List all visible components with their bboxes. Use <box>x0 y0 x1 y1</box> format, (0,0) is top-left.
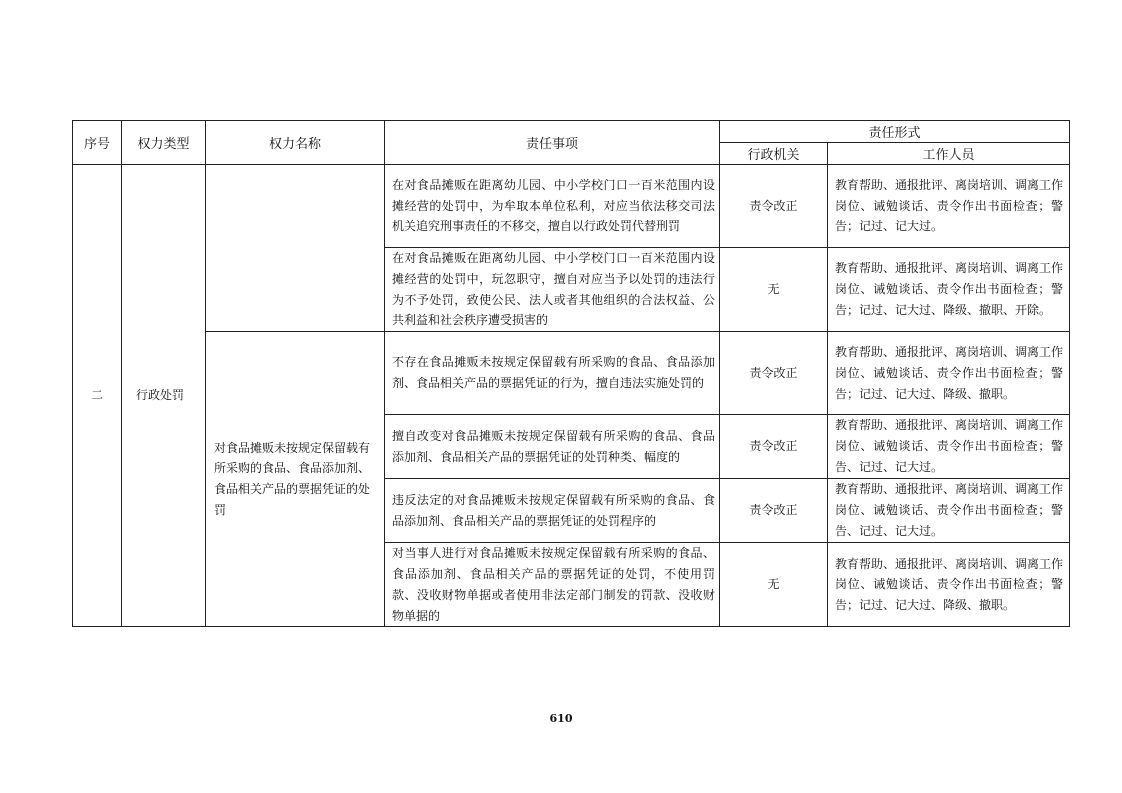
header-staff: 工作人员 <box>828 143 1070 165</box>
header-power-name: 权力名称 <box>206 121 385 165</box>
staff-cell: 教育帮助、通报批评、离岗培训、调离工作岗位、诫勉谈话、责令作出书面检查；警告、记过、记大过。 <box>828 415 1070 479</box>
header-admin-org: 行政机关 <box>720 143 828 165</box>
page-number: 610 <box>549 712 573 725</box>
admin-cell: 责令改正 <box>720 165 828 248</box>
staff-cell: 教育帮助、通报批评、离岗培训、调离工作岗位、诫勉谈话、责令作出书面检查；警告、记过、记大过。 <box>828 479 1070 543</box>
table-row <box>73 165 1070 248</box>
duty-item-cell: 违反法定的对食品摊贩未按规定保留载有所采购的食品、食品添加剂、食品相关产品的票据凭证的处罚程序的 <box>385 479 720 543</box>
staff-cell: 教育帮助、通报批评、离岗培训、调离工作岗位、诫勉谈话、责令作出书面检查；警告；记过、记大过、降级、撤职、开除。 <box>828 248 1070 332</box>
power-name-cell <box>206 165 385 332</box>
duty-item-cell: 擅自改变对食品摊贩未按规定保留载有所采购的食品、食品添加剂、食品相关产品的票据凭证的处罚种类、幅度的 <box>385 415 720 479</box>
table-row <box>73 332 1070 415</box>
power-type-cell: 行政处罚 <box>122 165 206 627</box>
admin-cell: 责令改正 <box>720 479 828 543</box>
header-duty-form: 责任形式 <box>720 121 1070 143</box>
admin-cell: 无 <box>720 248 828 332</box>
responsibility-table <box>72 120 1070 627</box>
duty-item-cell: 在对食品摊贩在距离幼儿园、中小学校门口一百米范围内设摊经营的处罚中，玩忽职守，擅自对应当予以处罚的违法行为不予处罚，致使公民、法人或者其他组织的合法权益、公共利益和社会秩序遭受损害的 <box>385 248 720 332</box>
staff-cell: 教育帮助、通报批评、离岗培训、调离工作岗位、诫勉谈话、责令作出书面检查；警告；记过、记大过。 <box>828 165 1070 248</box>
admin-cell: 责令改正 <box>720 415 828 479</box>
seq-cell: 二 <box>73 165 122 627</box>
duty-item-cell: 对当事人进行对食品摊贩未按规定保留载有所采购的食品、食品添加剂、食品相关产品的票据凭证的处罚，不使用罚款、没收财物单据或者使用非法定部门制发的罚款、没收财物单据的 <box>385 543 720 627</box>
header-seq: 序号 <box>73 121 122 165</box>
admin-cell: 责令改正 <box>720 332 828 415</box>
header-power-type: 权力类型 <box>122 121 206 165</box>
staff-cell: 教育帮助、通报批评、离岗培训、调离工作岗位、诫勉谈话、责令作出书面检查；警告；记过、记大过、降级、撤职。 <box>828 543 1070 627</box>
power-name-cell: 对食品摊贩未按规定保留载有所采购的食品、食品添加剂、食品相关产品的票据凭证的处罚 <box>206 332 385 627</box>
duty-item-cell: 不存在食品摊贩未按规定保留载有所采购的食品、食品添加剂、食品相关产品的票据凭证的行为，擅自违法实施处罚的 <box>385 332 720 415</box>
staff-cell: 教育帮助、通报批评、离岗培训、调离工作岗位、诫勉谈话、责令作出书面检查；警告；记过、记大过、降级、撤职。 <box>828 332 1070 415</box>
duty-item-cell: 在对食品摊贩在距离幼儿园、中小学校门口一百米范围内设摊经营的处罚中，为牟取本单位私利，对应当依法移交司法机关追究刑事责任的不移交，擅自以行政处罚代替刑罚 <box>385 165 720 248</box>
header-row-1 <box>73 121 1070 143</box>
header-duty-item: 责任事项 <box>385 121 720 165</box>
admin-cell: 无 <box>720 543 828 627</box>
